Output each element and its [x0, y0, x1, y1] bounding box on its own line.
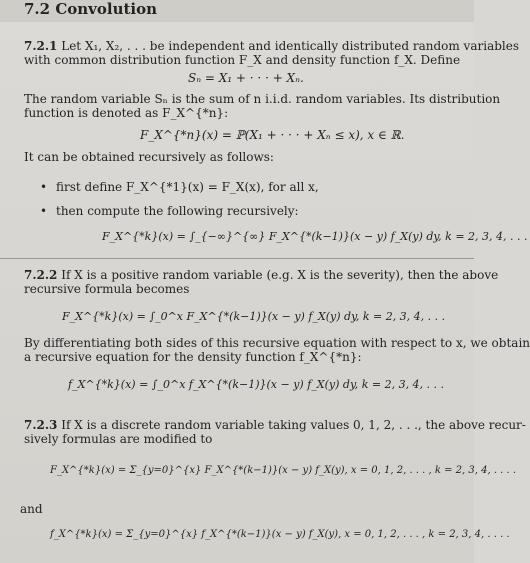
p722-line3: By differentiating both sides of this recursive equation with respect to x, we obtain — [24, 336, 530, 350]
p723-line2: sively formulas are modified to — [24, 432, 213, 446]
p722-label: 7.2.2 — [24, 268, 58, 282]
p721-line1 — [24, 39, 519, 53]
p721-bullet1: first define F_X^{*1}(x) = F_X(x), for all x, — [56, 180, 319, 194]
p723-and: and — [20, 502, 43, 516]
p721-eq-distribution: F_X^{*n}(x) = ℙ(X₁ + · · · + Xₙ ≤ x), x ∈ ℝ. — [140, 128, 405, 142]
p722-eq-cdf: F_X^{*k}(x) = ∫_0^x F_X^{*(k−1)}(x − y) f_X(y) dy, k = 2, 3, 4, . . . — [62, 310, 446, 323]
p721-eq-sum-def: Sₙ = X₁ + · · · + Xₙ. — [188, 71, 304, 85]
p723-eq-density: f_X^{*k}(x) = Σ_{y=0}^{x} f_X^{*(k−1)}(x − y) f_X(y), x = 0, 1, 2, . . . , k = 2, 3, 4, . . . . — [50, 529, 510, 540]
p721-text1: Let X₁, X₂, . . . be independent and identically distributed random variables — [61, 39, 519, 53]
p721-line3: The random variable Sₙ is the sum of n i.i.d. random variables. Its distribution — [24, 92, 501, 106]
p722-line2: recursive formula becomes — [24, 282, 190, 296]
bullet-dot-1: • — [40, 180, 48, 194]
p723-label: 7.2.3 — [24, 418, 58, 432]
p722-eq-density: f_X^{*k}(x) = ∫_0^x f_X^{*(k−1)}(x − y) f_X(y) dy, k = 2, 3, 4, . . . — [68, 378, 445, 391]
p721-line4: function is denoted as F_X^{*n}: — [24, 106, 229, 120]
p723-line1 — [24, 418, 526, 432]
p721-label: 7.2.1 — [24, 39, 58, 53]
p721-eq-recursion: F_X^{*k}(x) = ∫_{−∞}^{∞} F_X^{*(k−1)}(x − y) f_X(y) dy, k = 2, 3, 4, . . . — [102, 230, 528, 243]
p722-line1 — [24, 268, 498, 282]
p722-line4: a recursive equation for the density function f_X^{*n}: — [24, 350, 362, 364]
p723-eq-cdf: F_X^{*k}(x) = Σ_{y=0}^{x} F_X^{*(k−1)}(x − y) f_X(y), x = 0, 1, 2, . . . , k = 2, 3, 4, . . . . — [50, 465, 517, 476]
divider — [0, 258, 474, 259]
p721-bullet2: then compute the following recursively: — [56, 204, 299, 218]
bullet-dot-2: • — [40, 204, 48, 218]
p721-line2: with common distribution function F_X and density function f_X. Define — [24, 53, 461, 67]
p721-line5: It can be obtained recursively as follows: — [24, 150, 274, 164]
section-title: 7.2 Convolution — [24, 0, 158, 18]
p723-text1: If X is a discrete random variable taking values 0, 1, 2, . . ., the above recur- — [61, 418, 526, 432]
p722-text1: If X is a positive random variable (e.g. X is the severity), then the above — [61, 268, 499, 282]
